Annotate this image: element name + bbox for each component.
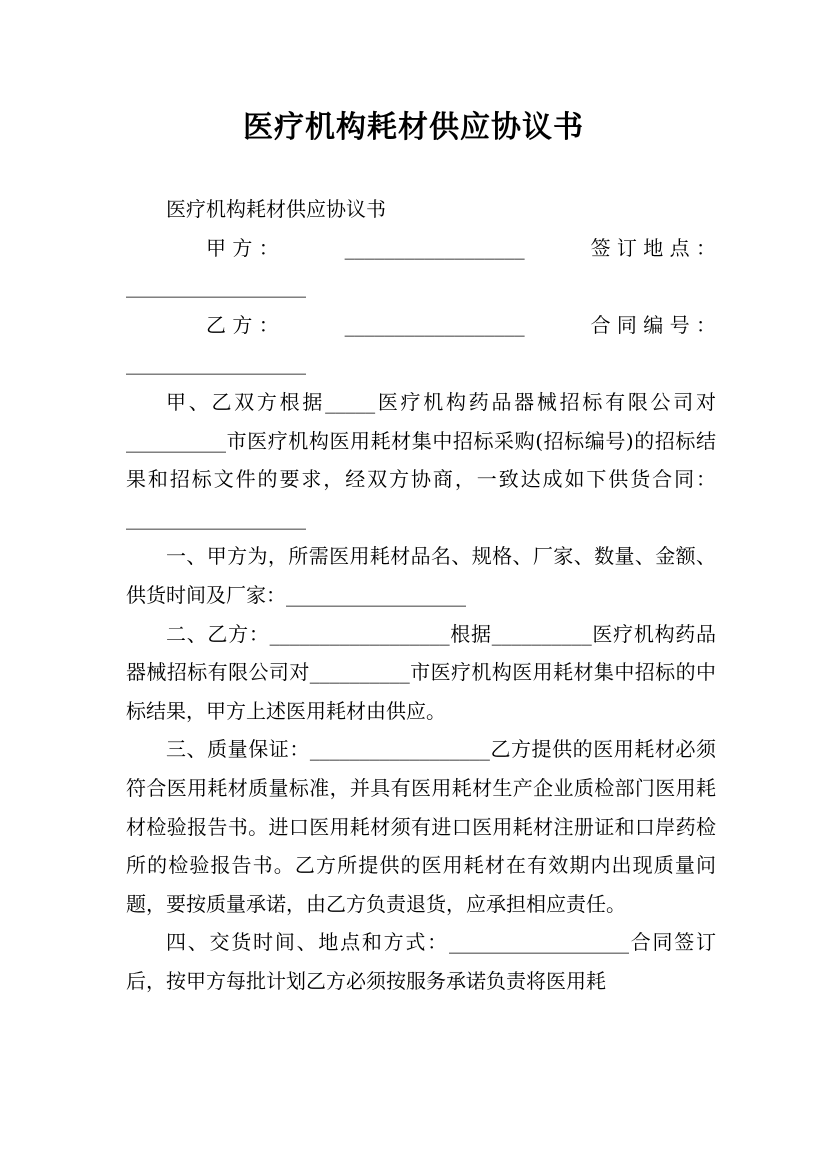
- party-a-blank: __________________: [344, 235, 525, 260]
- paragraph-clause-2: 二、乙方：__________________根据__________医疗机构药品器械招标有限公司对__________市医疗机构医用耗材集中招标的中标结果，甲方上述医用耗材由供应。: [126, 621, 716, 723]
- paragraph-clause-4: 四、交货时间、地点和方式：__________________合同签订后，按甲方每批计划乙方必须按服务承诺负责将医用耗: [126, 930, 716, 993]
- party-a-label: 甲 方 ：: [206, 235, 279, 260]
- paragraph-clause-1: 一、甲方为，所需医用耗材品名、规格、厂家、数量、金额、供货时间及厂家：__________________: [126, 544, 716, 607]
- contract-number-blank: __________________: [126, 351, 306, 376]
- contract-number-label: 合 同 编 号 ：: [590, 312, 716, 337]
- signing-place-blank: __________________: [126, 274, 306, 299]
- party-b-label: 乙 方 ：: [206, 312, 279, 337]
- party-b-blank: __________________: [344, 312, 525, 337]
- document-title: 医疗机构耗材供应协议书: [243, 110, 584, 145]
- paragraph-clause-3: 三、质量保证：__________________乙方提供的医用耗材必须符合医用耗材质量标准，并具有医用耗材生产企业质检部门医用耗材检验报告书。进口医用耗材须有进口医用耗材注册证和口岸药检所的检验报告书。乙方所提供的医用耗材在有效期内出现质量问题，要按质量承诺，由乙方负责退货，应承担相应责任。: [126, 737, 716, 916]
- party-b-line: [126, 306, 716, 345]
- signing-place-label: 签 订 地 点 ：: [590, 235, 716, 260]
- document-subtitle: 医疗机构耗材供应协议书: [166, 197, 386, 221]
- document-body: [126, 190, 716, 1000]
- paragraph-intro: 甲、乙双方根据_____医疗机构药品器械招标有限公司对__________市医疗机构医用耗材集中招标采购(招标编号)的招标结果和招标文件的要求，经双方协商，一致达成如下供货合同：__________________: [126, 389, 716, 530]
- party-a-line: [126, 229, 716, 268]
